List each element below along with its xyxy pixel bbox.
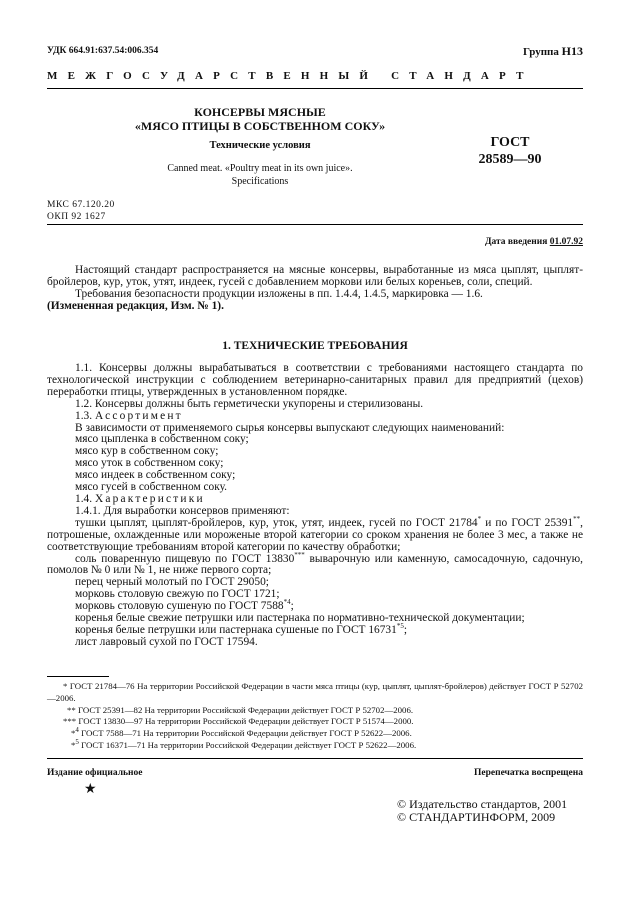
section-1-heading: 1. ТЕХНИЧЕСКИЕ ТРЕБОВАНИЯ bbox=[222, 340, 408, 352]
clause-1-4-number: 1.4. bbox=[75, 492, 93, 505]
material-dried-roots-text: коренья белые петрушки или пастернака сушеные по ГОСТ 16731 bbox=[75, 623, 397, 636]
footnote-text: ГОСТ 25391—82 На территории Российской Федерации действует ГОСТ Р 52702—2006. bbox=[78, 704, 414, 715]
material-fresh-carrot: морковь столовую свежую по ГОСТ 1721; bbox=[75, 588, 280, 601]
clause-1-4-title: Характеристики bbox=[94, 492, 205, 505]
title-line-1: КОНСЕРВЫ МЯСНЫЕ bbox=[194, 105, 326, 119]
clause-1-4-1: 1.4.1. Для выработки консервов применяют: bbox=[75, 504, 290, 517]
section-1-body bbox=[47, 363, 583, 649]
material-poultry-text-b: и по ГОСТ 25391 bbox=[481, 516, 574, 529]
intro-paragraph-1: Настоящий стандарт распространяется на мясные консервы, выработанные из мяса цыплят, цыплят-бройлеров, кур, уток, утят, индеек, гусей с добавлением моркови или белых кореньев, соли, специй. bbox=[47, 264, 583, 288]
material-salt bbox=[47, 550, 583, 578]
material-dried-carrot-end: ; bbox=[290, 600, 294, 613]
classification-codes bbox=[47, 199, 115, 223]
assortment-item: мясо цыпленка в собственном соку; bbox=[75, 433, 249, 446]
interstate-standard-banner: МЕЖГОСУДАРСТВЕННЫЙ СТАНДАРТ bbox=[47, 70, 534, 82]
okp-code: ОКП 92 1627 bbox=[47, 212, 106, 222]
official-edition: Издание официальное bbox=[47, 768, 143, 778]
footnote-ref-3: *** bbox=[294, 550, 305, 559]
amendment-note: (Измененная редакция, Изм. № 1). bbox=[47, 299, 224, 312]
footnote-mark: ** bbox=[67, 704, 76, 715]
material-salt-text-b: выварочную или каменную, самосадочную, садочную, помолов № 0 или № 1, не ниже первого сорта; bbox=[47, 552, 583, 577]
clause-1-3 bbox=[47, 411, 583, 423]
reprint-prohibited: Перепечатка воспрещена bbox=[473, 768, 583, 778]
intro-date-value: 01.07.92 bbox=[549, 237, 583, 247]
material-dried-roots-end: ; bbox=[403, 623, 407, 636]
header-rule bbox=[47, 88, 583, 89]
english-title-line-1: Canned meat. «Poultry meat in its own juice». bbox=[167, 163, 353, 174]
assortment-item: мясо кур в собственном соку; bbox=[75, 445, 219, 458]
material-poultry-text-a: тушки цыплят, цыплят-бройлеров, кур, уток, утят, индеек, гусей по ГОСТ 21784 bbox=[75, 516, 478, 529]
assortment-item: мясо индеек в собственном соку; bbox=[75, 469, 236, 482]
footnote-separator bbox=[47, 676, 109, 677]
footnote-mark: *** bbox=[63, 716, 77, 727]
material-fresh-roots: коренья белые свежие петрушки или пастернака по нормативно-технической документации; bbox=[75, 612, 525, 625]
clause-1-3-text: В зависимости от применяемого сырья консервы выпускают следующих наименований: bbox=[75, 421, 505, 434]
footnote-ref-5-number: 5 bbox=[400, 622, 404, 631]
english-title bbox=[110, 162, 410, 188]
mks-code: МКС 67.120.20 bbox=[47, 200, 115, 210]
material-poultry bbox=[47, 514, 583, 554]
clause-1-1: 1.1. Консервы должны вырабатываться в соответствии с требованиями настоящего стандарта по технологической инструкции с соблюдением ветеринарно-санитарных правил для предприятий (цехов) переработки птицы, утвержденных в установленном порядке. bbox=[47, 362, 583, 398]
clause-1-3-number: 1.3. bbox=[75, 409, 93, 422]
copyright-block bbox=[397, 798, 583, 824]
footnote-mark: * bbox=[71, 728, 76, 739]
intro-paragraph-2: Требования безопасности продукции изложены в пп. 1.4.4, 1.4.5, маркировка — 1.6. bbox=[75, 287, 483, 300]
footnote bbox=[47, 705, 583, 717]
english-title-line-2: Specifications bbox=[231, 176, 289, 187]
copyright-line-1: © Издательство стандартов, 2001 bbox=[397, 797, 568, 811]
footnote-ref-5-star: * bbox=[396, 622, 401, 631]
gost-designation bbox=[460, 134, 560, 168]
assortment-item: мясо уток в собственном соку; bbox=[75, 457, 224, 470]
footnote bbox=[47, 716, 583, 728]
group-label: Группа bbox=[522, 46, 559, 58]
assortment-item: мясо гусей в собственном соку. bbox=[75, 481, 228, 494]
footnotes bbox=[47, 681, 583, 752]
title-line-2: «МЯСО ПТИЦЫ В СОБСТВЕННОМ СОКУ» bbox=[134, 119, 386, 133]
footnote bbox=[47, 681, 583, 705]
footer-rule bbox=[47, 758, 583, 759]
footnote-mark-number: 4 bbox=[75, 726, 79, 735]
document-title bbox=[110, 105, 410, 133]
udk-code: УДК 664.91:637.54:006.354 bbox=[47, 46, 159, 56]
material-poultry-text-c: , потрошеные, охлажденные или мороженые второй категории со сроком хранения не более 3 мес, а также не соответствующие требованиям второй категории по качеству обработки; bbox=[47, 516, 583, 553]
footnote-ref-1: * bbox=[477, 514, 482, 523]
footnote bbox=[47, 740, 583, 752]
clause-1-3-title: Ассортимент bbox=[94, 409, 183, 422]
gost-label: ГОСТ bbox=[490, 135, 530, 150]
group-value: Н13 bbox=[561, 44, 583, 58]
material-bay-leaf: лист лавровый сухой по ГОСТ 17594. bbox=[75, 635, 258, 648]
footnote-text: ГОСТ 16371—71 На территории Российской Федерации действует ГОСТ Р 52622—2006. bbox=[81, 739, 417, 750]
footnote-ref-4-number: 4 bbox=[287, 598, 291, 607]
material-pepper: перец черный молотый по ГОСТ 29050; bbox=[75, 576, 269, 589]
footnote-ref-4 bbox=[284, 598, 291, 606]
intro-date bbox=[485, 237, 583, 247]
gost-number: 28589—90 bbox=[478, 152, 542, 167]
footnote-ref-2: ** bbox=[573, 514, 581, 523]
footnote-text: ГОСТ 21784—76 На территории Российской Федерации в части мяса птицы (кур, цыплят, цыплят-бройлеров) действует ГОСТ Р 52702—2006. bbox=[47, 681, 583, 703]
intro-date-label: Дата введения bbox=[484, 237, 548, 247]
group-code bbox=[523, 44, 583, 59]
copyright-line-2: © СТАНДАРТИНФОРМ, 2009 bbox=[397, 810, 556, 824]
star-icon: ★ bbox=[84, 782, 97, 797]
footnote bbox=[47, 728, 583, 740]
footnote-mark: * bbox=[63, 681, 68, 691]
codes-rule bbox=[47, 224, 583, 225]
material-dried-carrot-text: морковь столовую сушеную по ГОСТ 7588 bbox=[75, 600, 284, 613]
footnote-text: ГОСТ 13830—97 На территории Российской Федерации действует ГОСТ Р 51574—2000. bbox=[78, 716, 414, 727]
document-subtitle: Технические условия bbox=[209, 140, 311, 151]
footnote-mark: * bbox=[71, 739, 76, 750]
footnote-mark-number: 5 bbox=[75, 738, 79, 747]
footnote-ref-4-star: * bbox=[283, 598, 288, 607]
footnote-ref-5 bbox=[397, 622, 404, 630]
footnote-text: ГОСТ 7588—71 На территории Российской Федерации действует ГОСТ Р 52622—2006. bbox=[81, 728, 412, 739]
material-salt-text-a: соль поваренную пищевую по ГОСТ 13830 bbox=[75, 552, 295, 565]
intro-section bbox=[47, 265, 583, 313]
clause-1-2: 1.2. Консервы должны быть герметически укупорены и стерилизованы. bbox=[75, 397, 424, 410]
